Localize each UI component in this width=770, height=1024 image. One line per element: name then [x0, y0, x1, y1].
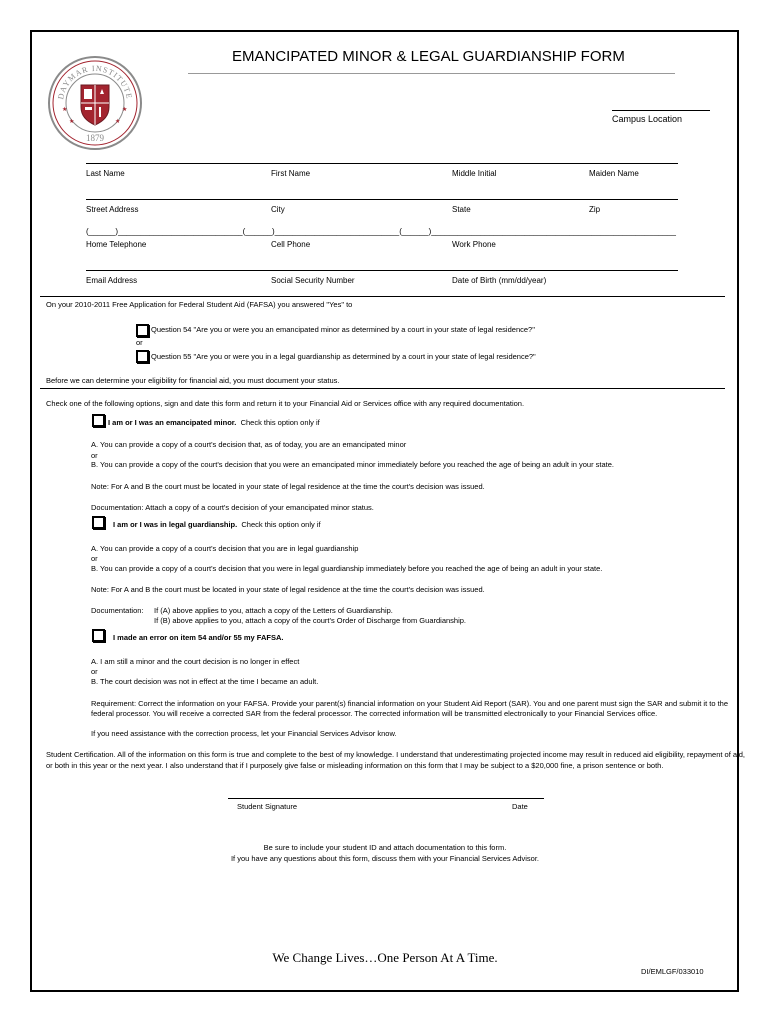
footer-slogan: We Change Lives…One Person At A Time.: [272, 950, 498, 965]
option-3-a-text: A. I am still a minor and the court decision is no longer in effect: [91, 657, 300, 666]
date-of-birth-label: Date of Birth (mm/dd/year): [452, 276, 547, 285]
certification-line-2: or both in this year or the next year. I also understand that if I purposely give false or misleading information on this form that I may be subject to a $20,000 fine, a prison sentence or both.: [46, 761, 664, 770]
option-3-or-text: or: [91, 667, 98, 676]
option-1-b-text: B. You can provide a copy of the court's decision that you were an emancipated minor immediately before you reached the age of being an adult in your state.: [91, 460, 615, 469]
svg-text:★: ★: [115, 119, 121, 125]
option-3-requirement-line-2: federal processor. You will receive a corrected SAR from the federal processor. The corrected information will be transmitted electronically to your Financial Services office.: [91, 709, 658, 718]
question-or-text: or: [136, 338, 143, 347]
email-address-label: Email Address: [86, 276, 138, 285]
option-1-heading: [108, 418, 320, 427]
question-55-text: Question 55 "Are you or were you in a legal guardianship as determined by a court in your state of legal residence?": [151, 352, 536, 361]
work-phone-label: Work Phone: [452, 240, 496, 249]
legal-guardianship-checkbox[interactable]: [92, 516, 105, 529]
date-label: Date: [512, 802, 528, 811]
option-1-documentation-text: Documentation: Attach a copy of a court's decision of your emancipated minor status.: [91, 503, 374, 512]
campus-location-label: Campus Location: [612, 114, 683, 124]
option-2-or-text: or: [91, 554, 98, 563]
form-code: DI/EMLGF/033010: [641, 967, 704, 976]
option-1-or-text: or: [91, 451, 98, 460]
institute-seal-logo: [47, 55, 143, 151]
seal-year: 1879: [86, 133, 104, 143]
state-label: State: [452, 205, 471, 214]
option-1-a-text: A. You can provide a copy of a court's decision that, as of today, you are an emancipated minor: [91, 440, 407, 449]
option-3-heading: I made an error on item 54 and/or 55 my FAFSA.: [113, 633, 284, 642]
options-instruction-text: Check one of the following options, sign and date this form and return it to your Financial Aid or Services office with any required documentation.: [46, 399, 525, 408]
svg-text:★: ★: [69, 119, 75, 125]
section-divider-1: [40, 296, 725, 297]
option-2-documentation-a: If (A) above applies to you, attach a copy of the Letters of Guardianship.: [154, 606, 393, 615]
form-title: EMANCIPATED MINOR & LEGAL GUARDIANSHIP FORM: [232, 48, 625, 65]
home-telephone-label: Home Telephone: [86, 240, 147, 249]
city-label: City: [271, 205, 285, 214]
title-rule: [188, 73, 675, 74]
name-fields-line[interactable]: [86, 163, 678, 164]
last-name-label: Last Name: [86, 169, 125, 178]
option-3-assistance-text: If you need assistance with the correction process, let your Financial Services Advisor know.: [91, 729, 397, 738]
option-2-rest-text: Check this option only if: [241, 520, 321, 529]
seal-arc-text: DAYMAR INSTITUTE: [56, 63, 134, 101]
street-address-label: Street Address: [86, 205, 139, 214]
maiden-name-label: Maiden Name: [589, 169, 639, 178]
address-fields-line[interactable]: [86, 199, 678, 200]
phone-fields-line[interactable]: (______)____________________________(______)____________________________(______)_______________________________________________________: [86, 227, 676, 236]
emancipated-minor-checkbox[interactable]: [92, 414, 105, 427]
option-2-b-text: B. You can provide a copy of a court's decision that you were in legal guardianship immediately before you reached the age of being an adult in your state.: [91, 564, 603, 573]
option-3-b-text: B. The court decision was not in effect at the time I became an adult.: [91, 677, 319, 686]
signature-line[interactable]: [228, 798, 544, 799]
first-name-label: First Name: [271, 169, 311, 178]
fafsa-error-checkbox[interactable]: [92, 629, 105, 642]
option-2-heading: [113, 520, 321, 529]
campus-location-line[interactable]: [612, 110, 710, 111]
svg-text:★: ★: [62, 107, 68, 113]
option-2-documentation-b: If (B) above applies to you, attach a copy of the court's Order of Discharge from Guardianship.: [154, 616, 467, 625]
student-signature-label: Student Signature: [237, 802, 298, 811]
cell-phone-label: Cell Phone: [271, 240, 311, 249]
option-1-note-text: Note: For A and B the court must be located in your state of legal residence at the time the court's decision was issued.: [91, 482, 485, 491]
option-2-bold-text: I am or I was in legal guardianship.: [113, 520, 238, 529]
question-54-text: Question 54 "Are you or were you an emancipated minor as determined by a court in your state of legal residence?": [151, 325, 535, 334]
option-3-requirement-line-1: Requirement: Correct the information on your FAFSA. Provide your parent(s) financial information on your Student Aid Report (SAR). You and one parent must sign the SAR and submit it to the: [91, 699, 728, 708]
zip-label: Zip: [589, 205, 601, 214]
option-2-note-text: Note: For A and B the court must be located in your state of legal residence at the time the court's decision was issued.: [91, 585, 485, 594]
svg-text:★: ★: [122, 107, 128, 113]
document-status-text: Before we can determine your eligibility for financial aid, you must document your status.: [46, 376, 340, 385]
footer-note-2: If you have any questions about this form, discuss them with your Financial Services Advisor.: [230, 854, 540, 863]
fafsa-intro-text: On your 2010-2011 Free Application for Federal Student Aid (FAFSA) you answered "Yes" to: [46, 300, 353, 309]
certification-line-1: Student Certification. All of the information on this form is true and complete to the best of my knowledge. I understand that underestimating projected income may result in reduced aid eligibility, repayment of aid,: [46, 750, 745, 759]
middle-initial-label: Middle Initial: [452, 169, 497, 178]
option-1-bold-text: I am or I was an emancipated minor.: [108, 418, 237, 427]
option-2-a-text: A. You can provide a copy of a court's decision that you are in legal guardianship: [91, 544, 359, 553]
contact-fields-line[interactable]: [86, 270, 678, 271]
ssn-label: Social Security Number: [271, 276, 355, 285]
option-2-documentation-label: Documentation:: [91, 606, 144, 615]
option-1-rest-text: Check this option only if: [240, 418, 320, 427]
question-54-checkbox[interactable]: [136, 324, 149, 337]
section-divider-2: [40, 388, 725, 389]
question-55-checkbox[interactable]: [136, 350, 149, 363]
footer-note-1: Be sure to include your student ID and attach documentation to this form.: [263, 843, 507, 852]
